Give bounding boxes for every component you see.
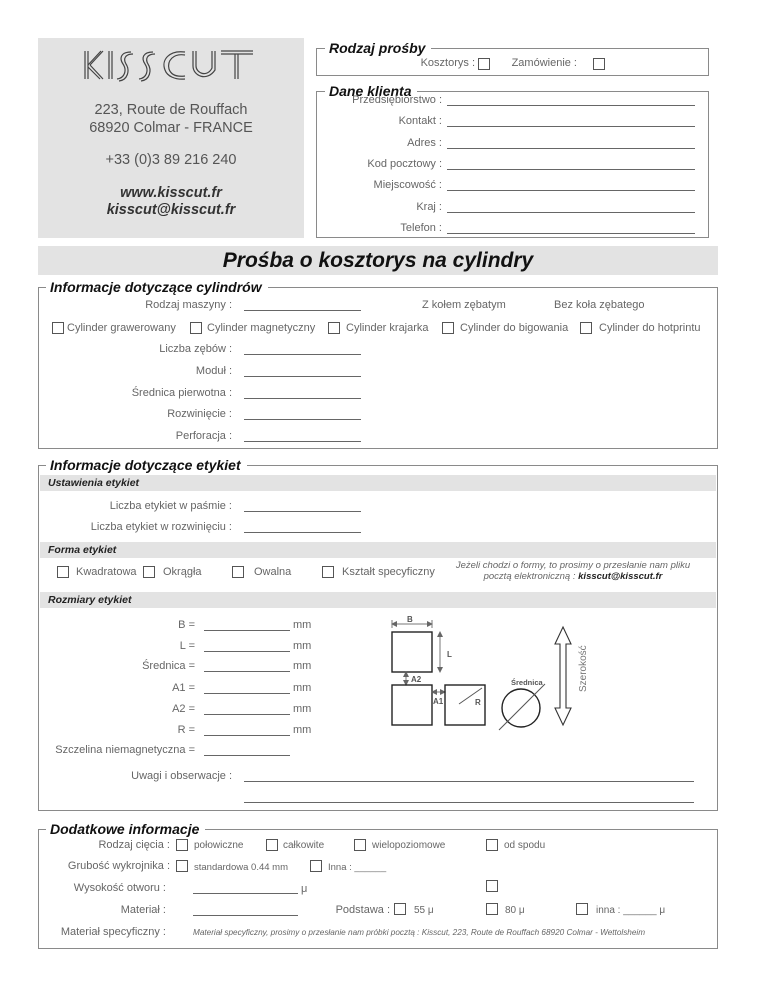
- diameter-line: [499, 684, 545, 730]
- label-sizes-header: Rozmiary etykiet: [40, 592, 716, 608]
- width-label: Szerokość: [578, 645, 589, 692]
- labels-around-label: Liczba etykiet w rozwinięciu :: [90, 521, 232, 533]
- half-cut-checkbox[interactable]: [176, 839, 188, 851]
- round-shape-label: Okrągła: [163, 566, 202, 578]
- diameter-label: Średnica: [511, 678, 543, 687]
- labels-across-field[interactable]: [244, 511, 361, 512]
- machine-option-with-gear[interactable]: Z kołem zębatym: [422, 299, 506, 311]
- size-a2-field[interactable]: [204, 714, 290, 715]
- label-dimension-diagram: [385, 612, 605, 732]
- bottom-cut-checkbox[interactable]: [486, 839, 498, 851]
- order-label: Zamówienie :: [511, 57, 577, 69]
- size-r-field[interactable]: [204, 735, 290, 736]
- remarks-field-line1[interactable]: [244, 781, 694, 782]
- size-r-unit: mm: [293, 724, 312, 736]
- size-a2-label: A2 =: [172, 703, 195, 715]
- cutter-cylinder-label: Cylinder krajarka: [346, 322, 429, 334]
- shape-file-note: [448, 560, 698, 582]
- contact-field[interactable]: [447, 126, 695, 127]
- size-r-label: R =: [177, 724, 195, 736]
- label-info-section: [38, 465, 718, 811]
- phone-label: Telefon :: [400, 222, 442, 234]
- base-other-label[interactable]: inna : ______ μ: [596, 905, 666, 916]
- hole-height-unit: μ: [301, 883, 308, 895]
- size-b-field[interactable]: [204, 630, 290, 631]
- company-info-panel: [38, 38, 304, 238]
- a2-label: A2: [411, 675, 422, 684]
- creasing-cylinder-checkbox[interactable]: [442, 322, 454, 334]
- address-label: Adres :: [407, 137, 442, 149]
- machine-type-field[interactable]: [244, 310, 361, 311]
- label-shape-header: Forma etykiet: [40, 542, 716, 558]
- standard-thickness-label: standardowa 0.44 mm: [194, 862, 288, 873]
- die-thickness-label: Grubość wykrojnika :: [67, 860, 170, 872]
- remarks-field-line2[interactable]: [244, 802, 694, 803]
- square-shape-checkbox[interactable]: [57, 566, 69, 578]
- estimate-checkbox[interactable]: [478, 58, 490, 70]
- magnetic-gap-label: Szczelina niemagnetyczna =: [55, 744, 195, 756]
- repeat-label: Rozwinięcie :: [167, 408, 232, 420]
- other-thickness-checkbox[interactable]: [310, 860, 322, 872]
- company-name-label: Przedsiębiorstwo :: [352, 94, 442, 106]
- kisscut-logo: [38, 48, 304, 82]
- labels-around-field[interactable]: [244, 532, 361, 533]
- magnetic-gap-field[interactable]: [204, 755, 290, 756]
- label-info-legend: Informacje dotyczące etykiet: [46, 457, 247, 473]
- hole-height-checkbox[interactable]: [486, 880, 498, 892]
- size-a1-unit: mm: [293, 682, 312, 694]
- client-data-legend: Dane klienta: [325, 83, 417, 99]
- logo-icon: [81, 48, 261, 82]
- standard-thickness-checkbox[interactable]: [176, 860, 188, 872]
- company-address-line2: 68920 Colmar - FRANCE: [89, 120, 253, 136]
- module-field[interactable]: [244, 376, 361, 377]
- remarks-label: Uwagi i obserwacje :: [131, 770, 232, 782]
- pitch-diameter-field[interactable]: [244, 398, 361, 399]
- oval-shape-label: Owalna: [254, 566, 292, 578]
- hotprint-cylinder-checkbox[interactable]: [580, 322, 592, 334]
- base-80-checkbox[interactable]: [486, 903, 498, 915]
- label-square-top: [392, 632, 432, 672]
- bottom-cut-label: od spodu: [504, 840, 546, 851]
- estimate-label: Kosztorys :: [420, 57, 475, 69]
- company-name-field[interactable]: [447, 105, 695, 106]
- country-label: Kraj :: [416, 201, 442, 213]
- full-cut-checkbox[interactable]: [266, 839, 278, 851]
- address-field[interactable]: [447, 148, 695, 149]
- shape-note-email-link[interactable]: kisscut@kisscut.fr: [578, 571, 663, 582]
- perforation-field[interactable]: [244, 441, 361, 442]
- hole-height-field[interactable]: [193, 893, 298, 894]
- material-field[interactable]: [193, 915, 298, 916]
- contact-label: Kontakt :: [398, 115, 442, 127]
- teeth-count-label: Liczba zębów :: [159, 343, 232, 355]
- size-diameter-field[interactable]: [204, 671, 290, 672]
- r-label: R: [475, 698, 481, 707]
- full-cut-label: całkowite: [283, 840, 325, 851]
- hole-height-label: Wysokość otworu :: [73, 882, 166, 894]
- repeat-field[interactable]: [244, 419, 361, 420]
- size-l-unit: mm: [293, 640, 312, 652]
- label-settings-header: Ustawienia etykiet: [40, 475, 716, 491]
- size-diameter-unit: mm: [293, 660, 312, 672]
- magnetic-cylinder-checkbox[interactable]: [190, 322, 202, 334]
- shape-note-line1: Jeżeli chodzi o formy, to prosimy o przesłanie nam pliku: [455, 560, 691, 571]
- specific-material-note: Materiał specyficzny, prosimy o przesłanie nam próbki pocztą : Kisscut, 223, Route de Rouffach 68920 Colmar - Wettolsheim: [193, 928, 646, 937]
- magnetic-cylinder-label: Cylinder magnetyczny: [207, 322, 316, 334]
- city-field[interactable]: [447, 190, 695, 191]
- material-label: Materiał :: [120, 904, 166, 916]
- pitch-diameter-label: Średnica pierwotna :: [131, 387, 232, 399]
- company-email-link[interactable]: kisscut@kisscut.fr: [106, 202, 236, 218]
- size-l-field[interactable]: [204, 651, 290, 652]
- shape-note-line2: pocztą elektroniczną :: [483, 571, 579, 582]
- size-diameter-label: Średnica =: [142, 660, 195, 672]
- cutter-cylinder-checkbox[interactable]: [328, 322, 340, 334]
- specific-material-label: Materiał specyficzny :: [60, 926, 166, 938]
- square-shape-label: Kwadratowa: [76, 566, 137, 578]
- base-80-label: 80 μ: [505, 905, 525, 916]
- additional-info-legend: Dodatkowe informacje: [46, 821, 205, 837]
- teeth-count-field[interactable]: [244, 354, 361, 355]
- labels-across-label: Liczba etykiet w paśmie :: [109, 500, 232, 512]
- cut-type-label: Rodzaj cięcia :: [98, 839, 170, 851]
- machine-option-without-gear[interactable]: Bez koła zębatego: [554, 299, 645, 311]
- creasing-cylinder-label: Cylinder do bigowania: [460, 322, 569, 334]
- cylinder-info-legend: Informacje dotyczące cylindrów: [46, 279, 268, 295]
- request-type-legend: Rodzaj prośby: [325, 40, 431, 56]
- size-a1-label: A1 =: [172, 682, 195, 694]
- oval-shape-checkbox[interactable]: [232, 566, 244, 578]
- engraved-cylinder-label: Cylinder grawerowany: [67, 322, 176, 334]
- company-website-link[interactable]: www.kisscut.fr: [120, 185, 222, 201]
- other-thickness-label[interactable]: Inna : ______: [328, 862, 387, 873]
- base-label: Podstawa :: [335, 904, 390, 916]
- multilevel-cut-checkbox[interactable]: [354, 839, 366, 851]
- size-b-unit: mm: [293, 619, 312, 631]
- postal-code-field[interactable]: [447, 169, 695, 170]
- order-checkbox[interactable]: [593, 58, 605, 70]
- l-label: L: [447, 650, 452, 659]
- b-label: B: [407, 615, 413, 624]
- module-label: Moduł :: [195, 365, 232, 377]
- width-double-arrow-icon: [555, 627, 571, 725]
- city-label: Miejscowość :: [373, 179, 442, 191]
- half-cut-label: połowiczne: [194, 840, 244, 851]
- machine-type-label: Rodzaj maszyny :: [145, 299, 232, 311]
- postal-code-label: Kod pocztowy :: [367, 158, 442, 170]
- size-a1-field[interactable]: [204, 693, 290, 694]
- size-a2-unit: mm: [293, 703, 312, 715]
- country-field[interactable]: [447, 212, 695, 213]
- size-l-label: L =: [179, 640, 195, 652]
- size-b-label: B =: [178, 619, 195, 631]
- specific-shape-checkbox[interactable]: [322, 566, 334, 578]
- company-phone: +33 (0)3 89 216 240: [105, 152, 237, 168]
- perforation-label: Perforacja :: [175, 430, 232, 442]
- company-address-line1: 223, Route de Rouffach: [94, 102, 248, 118]
- base-55-checkbox[interactable]: [394, 903, 406, 915]
- a1-label: A1: [433, 697, 444, 706]
- hotprint-cylinder-label: Cylinder do hotprintu: [599, 322, 701, 334]
- page-title: Prośba o kosztorys na cylindry: [38, 246, 718, 275]
- round-shape-checkbox[interactable]: [143, 566, 155, 578]
- engraved-cylinder-checkbox[interactable]: [52, 322, 64, 334]
- phone-field[interactable]: [447, 233, 695, 234]
- multilevel-cut-label: wielopoziomowe: [372, 840, 446, 851]
- specific-shape-label: Kształt specyficzny: [342, 566, 435, 578]
- label-square-bottom-left: [392, 685, 432, 725]
- base-other-checkbox[interactable]: [576, 903, 588, 915]
- base-55-label: 55 μ: [414, 905, 434, 916]
